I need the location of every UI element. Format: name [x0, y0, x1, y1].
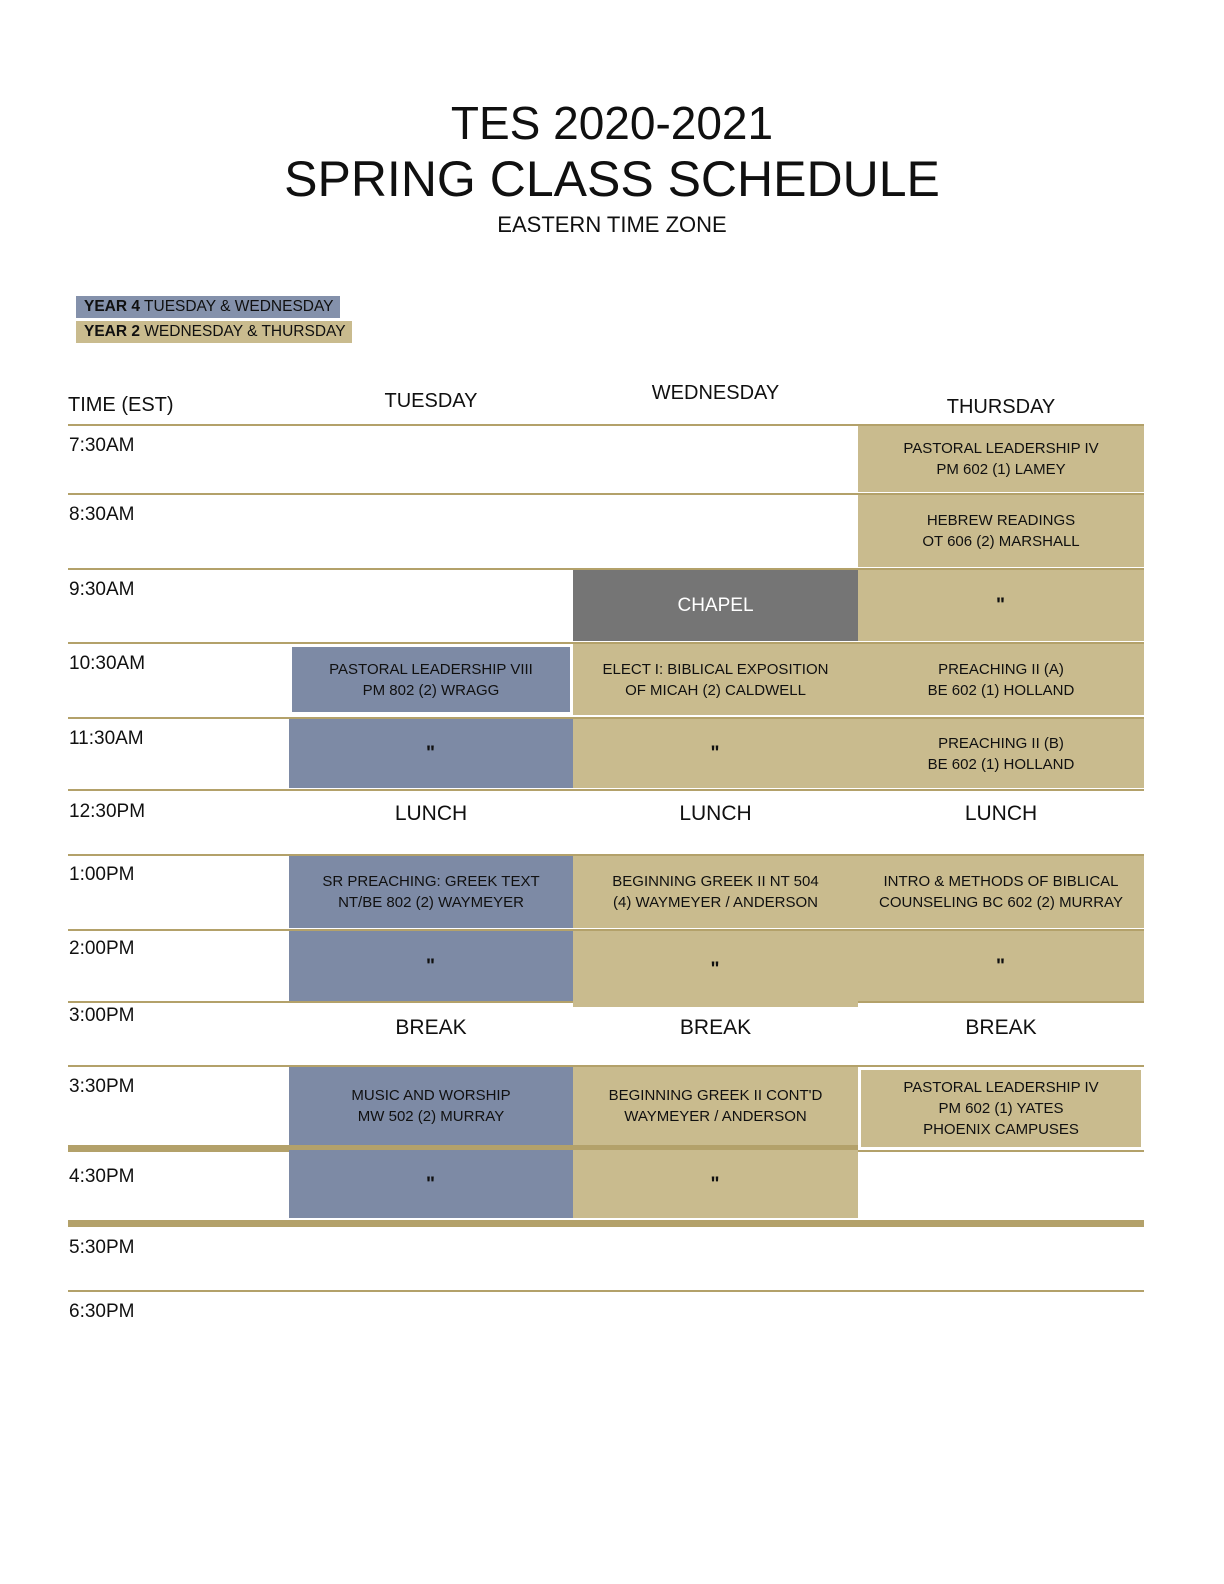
- class-cell-thursday-0830[interactable]: [858, 495, 1144, 567]
- class-code: BE 602 (1) HOLLAND: [927, 755, 1075, 773]
- column-header-thursday: THURSDAY: [946, 396, 1056, 418]
- class-cell-thursday-0100[interactable]: [858, 856, 1144, 928]
- title-line-1: TES 2020-2021: [450, 97, 774, 149]
- time-label-0930: 9:30AM: [69, 579, 135, 600]
- class-title: PREACHING II (A): [938, 660, 1064, 678]
- break-label-tuesday: BREAK: [395, 1016, 467, 1039]
- time-label-0630: 6:30PM: [69, 1301, 135, 1322]
- ditto-mark: ": [425, 743, 436, 764]
- document-header: [0, 96, 1224, 240]
- class-title: INTRO & METHODS OF BIBLICAL: [883, 873, 1119, 890]
- legend-year4-days: TUESDAY & WEDNESDAY: [140, 298, 334, 315]
- class-code: PM 602 (1) LAMEY: [936, 461, 1066, 478]
- legend-year2-days: WEDNESDAY & THURSDAY: [140, 323, 346, 340]
- class-code: BE 602 (1) HOLLAND: [927, 681, 1075, 699]
- schedule-grid: [68, 380, 1144, 1340]
- class-campus: PHOENIX CAMPUSES: [923, 1121, 1079, 1138]
- break-label-thursday: BREAK: [965, 1016, 1037, 1039]
- class-cell-thursday-0730[interactable]: [858, 426, 1144, 492]
- row-rule: [68, 789, 1144, 791]
- class-title: PREACHING II (B): [938, 734, 1064, 752]
- time-label-0730: 7:30AM: [69, 435, 135, 456]
- class-code: NT/BE 802 (2) WAYMEYER: [338, 894, 524, 911]
- column-header-tuesday: TUESDAY: [384, 390, 478, 412]
- ditto-mark: ": [710, 958, 721, 980]
- class-title: BEGINNING GREEK II NT 504: [612, 873, 819, 890]
- class-cell-wednesday-0930-chapel[interactable]: [573, 570, 858, 641]
- row-rule: [68, 1290, 1144, 1292]
- time-label-0430: 4:30PM: [69, 1166, 135, 1187]
- time-label-0830: 8:30AM: [69, 504, 135, 525]
- time-label-0300: 3:00PM: [69, 1005, 135, 1026]
- class-code: MW 502 (2) MURRAY: [357, 1108, 505, 1125]
- column-header-wednesday: WEDNESDAY: [651, 382, 780, 404]
- lunch-label-wednesday: LUNCH: [679, 802, 752, 825]
- ditto-mark: ": [710, 743, 721, 764]
- time-label-0330: 3:30PM: [69, 1076, 135, 1097]
- class-title: MUSIC AND WORSHIP: [351, 1087, 511, 1104]
- class-cell-wednesday-0100[interactable]: [573, 856, 858, 928]
- time-label-0200: 2:00PM: [69, 938, 135, 959]
- class-cell-tuesday-0200[interactable]: [289, 931, 573, 1001]
- class-title: PASTORAL LEADERSHIP IV: [903, 1079, 1099, 1096]
- class-cell-wednesday-0330[interactable]: [573, 1067, 858, 1145]
- time-label-0530: 5:30PM: [69, 1237, 135, 1258]
- break-label-wednesday: BREAK: [679, 1016, 752, 1039]
- row-rule-thick: [68, 1220, 1144, 1227]
- legend-item-year2: [76, 321, 352, 343]
- class-title: PASTORAL LEADERSHIP VIII: [329, 660, 533, 678]
- class-code: WAYMEYER / ANDERSON: [624, 1108, 807, 1125]
- class-code: PM 602 (1) YATES: [938, 1100, 1064, 1117]
- class-cell-wednesday-1030[interactable]: [573, 644, 858, 715]
- class-cell-tuesday-0330[interactable]: [289, 1067, 573, 1145]
- class-cell-tuesday-0100[interactable]: [289, 856, 573, 928]
- class-title: BEGINNING GREEK II CONT'D: [608, 1087, 823, 1104]
- class-code: (4) WAYMEYER / ANDERSON: [612, 894, 819, 911]
- lunch-label-thursday: LUNCH: [964, 802, 1038, 825]
- class-title: HEBREW READINGS: [926, 512, 1076, 529]
- ditto-mark: ": [995, 955, 1006, 977]
- chapel-label: CHAPEL: [677, 595, 754, 616]
- time-label-1230: 12:30PM: [69, 801, 146, 822]
- class-cell-wednesday-0430[interactable]: [573, 1150, 858, 1218]
- class-cell-tuesday-0430[interactable]: [289, 1150, 573, 1218]
- class-cell-wednesday-0200[interactable]: [573, 931, 858, 1007]
- time-label-0100: 1:00PM: [69, 864, 135, 885]
- title-line-2: SPRING CLASS SCHEDULE: [284, 151, 940, 207]
- class-title: ELECT I: BIBLICAL EXPOSITION: [602, 660, 829, 678]
- class-cell-tuesday-1130[interactable]: [289, 719, 573, 788]
- time-label-1030: 10:30AM: [69, 653, 146, 674]
- class-cell-tuesday-1030[interactable]: [289, 644, 573, 715]
- class-code: PM 802 (2) WRAGG: [362, 681, 500, 699]
- legend-year2-tag: YEAR 2: [84, 323, 140, 340]
- time-label-1130: 11:30AM: [69, 728, 144, 749]
- title-subtitle: EASTERN TIME ZONE: [497, 212, 727, 237]
- ditto-mark: ": [425, 1173, 436, 1195]
- legend-year4-tag: YEAR 4: [84, 298, 140, 315]
- legend: [76, 296, 352, 346]
- legend-item-year4: [76, 296, 340, 318]
- class-title: SR PREACHING: GREEK TEXT: [322, 873, 540, 890]
- lunch-label-tuesday: LUNCH: [394, 802, 468, 825]
- class-code: OT 606 (2) MARSHALL: [922, 533, 1080, 550]
- class-code: COUNSELING BC 602 (2) MURRAY: [879, 894, 1123, 911]
- ditto-mark: ": [425, 955, 436, 977]
- class-code: OF MICAH (2) CALDWELL: [625, 681, 806, 699]
- class-title: PASTORAL LEADERSHIP IV: [903, 440, 1099, 457]
- class-cell-thursday-0330[interactable]: [858, 1067, 1144, 1150]
- column-header-time: TIME (EST): [68, 394, 174, 416]
- ditto-mark: ": [710, 1173, 721, 1195]
- class-cell-thursday-0200[interactable]: [858, 931, 1144, 1001]
- class-cell-thursday-0930[interactable]: [858, 570, 1144, 641]
- ditto-mark: ": [995, 595, 1006, 616]
- class-cell-thursday-1030[interactable]: [858, 644, 1144, 715]
- class-cell-wednesday-1130[interactable]: [573, 719, 858, 788]
- class-cell-thursday-1130[interactable]: [858, 719, 1144, 788]
